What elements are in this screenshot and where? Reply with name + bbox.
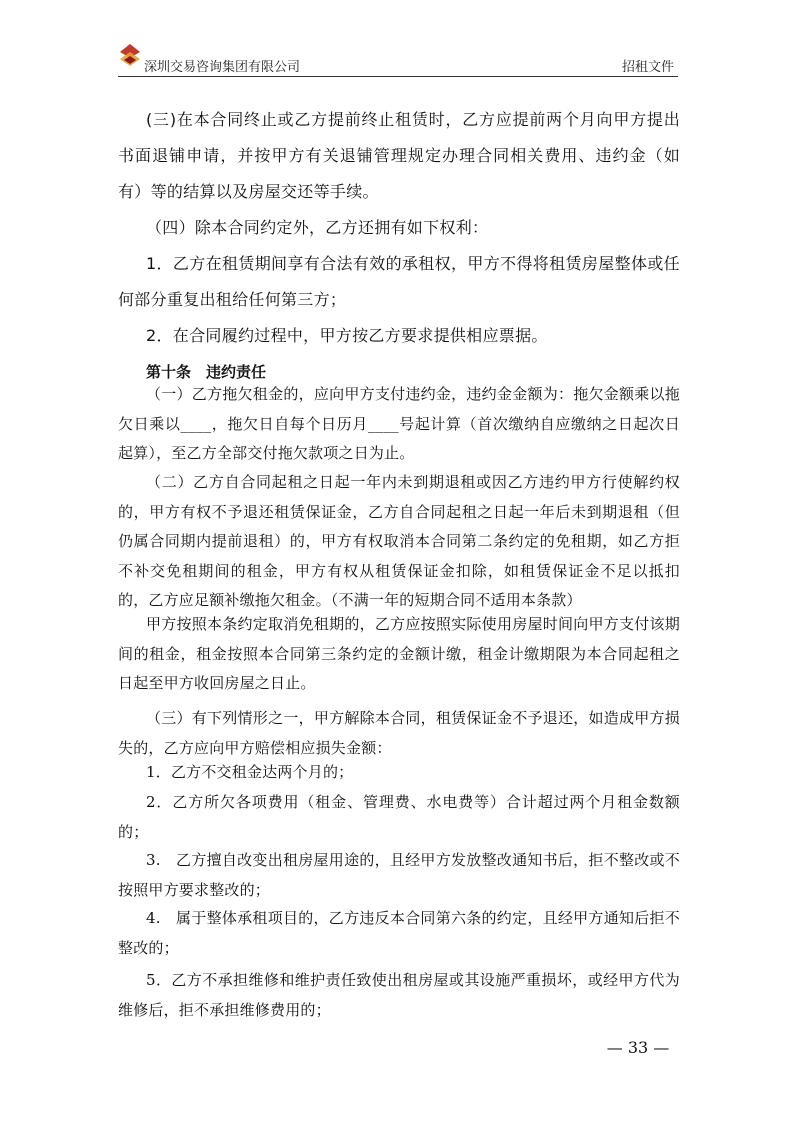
- clause-paragraph: （三）有下列情形之一，甲方解除本合同，租赁保证金不予退还，如造成甲方损失的，乙方应向甲方赔偿相应损失金额：: [118, 709, 680, 757]
- clause-paragraph: 4. 属于整体承租项目的，乙方违反本合同第六条的约定，且经甲方通知后拒不整改的；: [118, 909, 680, 957]
- clause-paragraph: 2．在合同履约过程中，甲方按乙方要求提供相应票据。: [146, 326, 548, 345]
- page-header: [118, 42, 678, 77]
- clause-paragraph: 2．乙方所欠各项费用（租金、管理费、水电费等）合计超过两个月租金数额的；: [118, 793, 680, 841]
- company-name: 深圳交易咨询集团有限公司: [144, 60, 301, 75]
- clause-paragraph: （二）乙方自合同起租之日起一年内未到期退租或因乙方违约甲方行使解约权的，甲方有权不予退还租赁保证金，乙方自合同起租之日起一年后未到期退租（但仍属合同期内提前退租）的，甲方有权取消本合同第二条约定的免租期，如乙方拒不补交免租期间的租金，甲方有权从租赁保证金扣除，如租赁保证金不足以抵扣的，乙方应足额补缴拖欠租金。（不满一年的短期合同不适用本条款）: [118, 473, 680, 609]
- company-logo-icon: [118, 42, 142, 70]
- clause-paragraph: 1．乙方在租赁期间享有合法有效的承租权，甲方不得将租赁房屋整体或任何部分重复出租给任何第三方；: [118, 254, 680, 309]
- clause-paragraph: (三)在本合同终止或乙方提前终止租赁时，乙方应提前两个月向甲方提出书面退铺申请，并按甲方有关退铺管理规定办理合同相关费用、违约金（如有）等的结算以及房屋交还等手续。: [118, 110, 680, 201]
- clause-paragraph: （一）乙方拖欠租金的，应向甲方支付违约金，违约金金额为：拖欠金额乘以拖欠日乘以____，拖欠日自每个日历月____号起计算（首次缴纳自应缴纳之日起次日起算），至乙方全部交付拖欠款项之日为止。: [118, 385, 680, 462]
- clause-paragraph: （四）除本合同约定外，乙方还拥有如下权利：: [146, 218, 489, 237]
- clause-paragraph: 5．乙方不承担维修和维护责任致使出租房屋或其设施严重损坏，或经甲方代为维修后，拒不承担维修费用的；: [118, 971, 680, 1019]
- clause-paragraph: 3. 乙方擅自改变出租房屋用途的，且经甲方发放整改通知书后，拒不整改或不按照甲方要求整改的；: [118, 851, 680, 899]
- clause-paragraph: 1．乙方不交租金达两个月的；: [146, 763, 354, 781]
- section-heading: 第十条 违约责任: [146, 363, 267, 381]
- clause-paragraph: 甲方按照本条约定取消免租期的，乙方应按照实际使用房屋时间向甲方支付该期间的租金，租金按照本合同第三条约定的金额计缴，租金计缴期限为本合同起租之日起至甲方收回房屋之日止。: [118, 615, 680, 692]
- document-type: 招租文件: [621, 60, 674, 75]
- page-number: — 33 —: [606, 1038, 670, 1057]
